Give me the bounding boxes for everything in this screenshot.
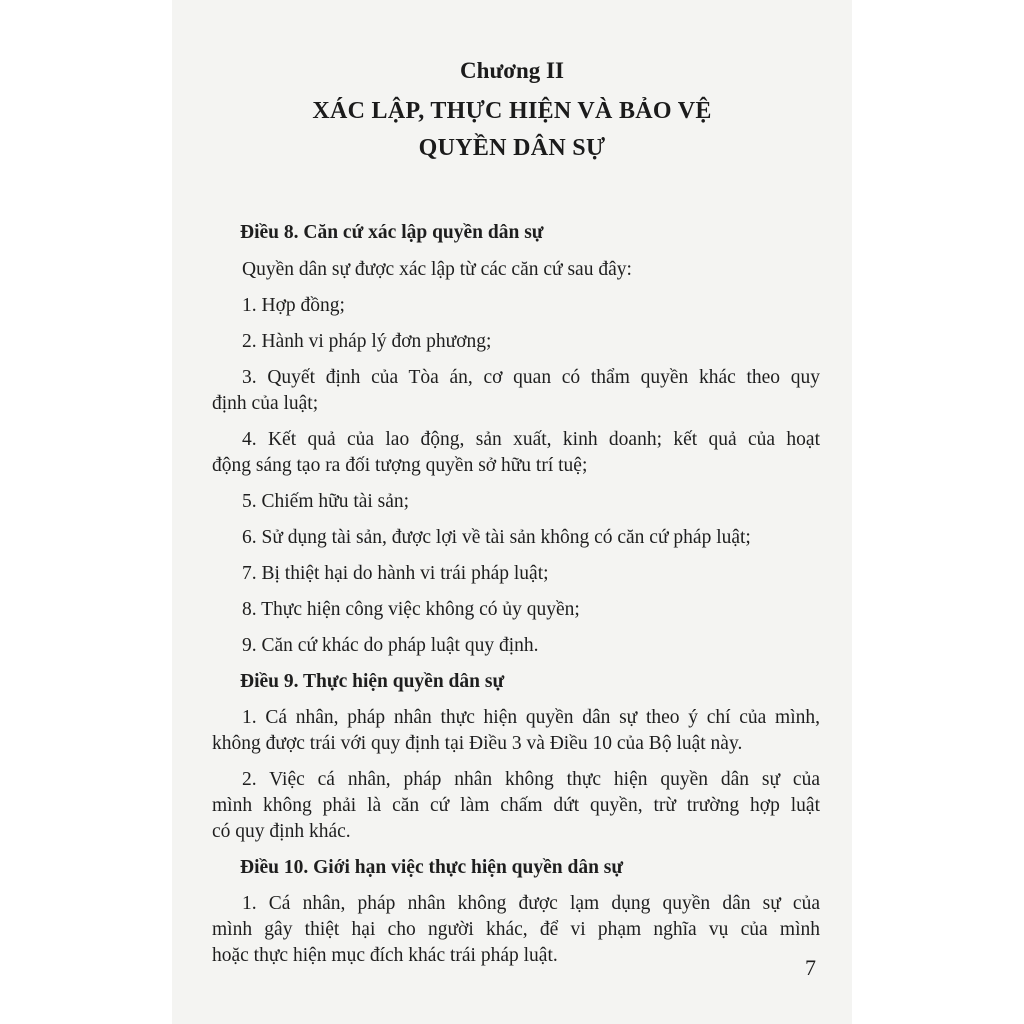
article-9-line: có quy định khác.: [212, 821, 351, 842]
article-8-item: 6. Sử dụng tài sản, được lợi về tài sản không có căn cứ pháp luật;: [242, 527, 751, 548]
article-9-line: mình không phải là căn cứ làm chấm dứt quyền, trừ trường hợp luật: [212, 795, 820, 816]
article-10-line: hoặc thực hiện mục đích khác trái pháp luật.: [212, 945, 558, 966]
page-number: 7: [805, 955, 816, 980]
article-8-item: 2. Hành vi pháp lý đơn phương;: [242, 331, 492, 352]
article-8-item: 9. Căn cứ khác do pháp luật quy định.: [242, 635, 539, 656]
article-8-intro: Quyền dân sự được xác lập từ các căn cứ sau đây:: [242, 259, 632, 280]
article-8-item-continuation: động sáng tạo ra đối tượng quyền sở hữu trí tuệ;: [212, 455, 588, 476]
article-9-heading: Điều 9. Thực hiện quyền dân sự: [240, 671, 505, 692]
article-8-item: 4. Kết quả của lao động, sản xuất, kinh doanh; kết quả của hoạt: [242, 429, 820, 450]
article-9-line: 2. Việc cá nhân, pháp nhân không thực hiện quyền dân sự của: [242, 769, 820, 790]
article-8-heading: Điều 8. Căn cứ xác lập quyền dân sự: [240, 222, 544, 243]
article-8-item: 3. Quyết định của Tòa án, cơ quan có thẩm quyền khác theo quy: [242, 367, 820, 388]
chapter-title-line-2: QUYỀN DÂN SỰ: [418, 135, 606, 161]
article-10-heading: Điều 10. Giới hạn việc thực hiện quyền dân sự: [240, 857, 624, 878]
article-9-line: không được trái với quy định tại Điều 3 và Điều 10 của Bộ luật này.: [212, 733, 743, 754]
article-10-line: 1. Cá nhân, pháp nhân không được lạm dụng quyền dân sự của: [242, 893, 820, 914]
article-8-item: 5. Chiếm hữu tài sản;: [242, 491, 410, 512]
chapter-title-line-1: XÁC LẬP, THỰC HIỆN VÀ BẢO VỆ: [312, 98, 712, 124]
article-8-item: 8. Thực hiện công việc không có ủy quyền;: [242, 599, 580, 620]
article-9-line: 1. Cá nhân, pháp nhân thực hiện quyền dân sự theo ý chí của mình,: [242, 707, 820, 728]
article-8-item: 7. Bị thiệt hại do hành vi trái pháp luật;: [242, 563, 549, 584]
chapter-heading: Chương II: [460, 58, 564, 83]
article-8-item-continuation: định của luật;: [212, 393, 319, 414]
article-8-item: 1. Hợp đồng;: [242, 295, 345, 316]
article-10-line: mình gây thiệt hại cho người khác, để vi phạm nghĩa vụ của mình: [212, 919, 820, 940]
